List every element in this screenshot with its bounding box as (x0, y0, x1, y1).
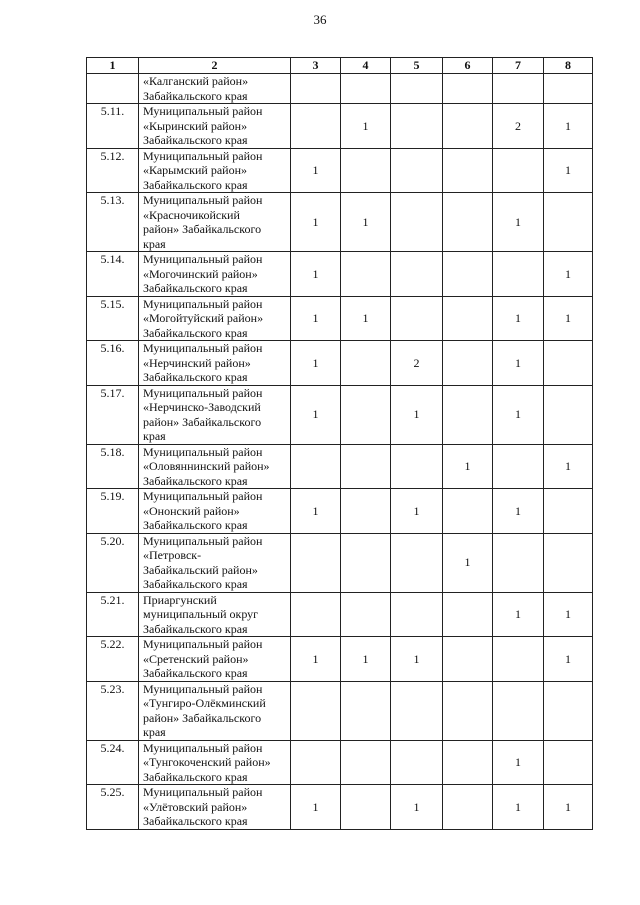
district-name (139, 341, 291, 386)
district-name-line: Забайкальского края (143, 281, 248, 295)
value-cell (341, 252, 391, 297)
value-cell (443, 785, 493, 830)
district-name-line: «Кыринский район» (143, 118, 248, 133)
row-number: 5.20. (87, 533, 139, 592)
value-cell: 1 (493, 193, 544, 252)
district-name-line: Муниципальный район (143, 785, 263, 799)
value-cell: 1 (341, 296, 391, 341)
value-cell (391, 592, 443, 637)
value-cell (391, 104, 443, 149)
district-name-line: Муниципальный район (143, 252, 263, 266)
value-cell: 1 (291, 296, 341, 341)
value-cell (341, 740, 391, 785)
value-cell: 1 (544, 637, 593, 682)
district-name-line: «Нерчинско-Заводский (143, 400, 261, 414)
district-name-line: Муниципальный район (143, 681, 263, 696)
column-header: 8 (544, 58, 593, 74)
row-number: 5.14. (87, 252, 139, 297)
district-name-line: Забайкальского края (143, 814, 248, 828)
value-cell (493, 74, 544, 104)
value-cell (493, 637, 544, 682)
value-cell (493, 681, 544, 740)
district-name-line: район» Забайкальского (143, 710, 262, 725)
table-row (87, 104, 593, 149)
district-name-line: «Тунгокоченский район» (143, 755, 271, 769)
value-cell (391, 296, 443, 341)
value-cell (291, 444, 341, 489)
table-row (87, 444, 593, 489)
district-name-line: «Тунгиро-Олёкминский (143, 696, 266, 710)
table-row (87, 489, 593, 534)
district-name-line: «Ононский район» (143, 503, 240, 518)
value-cell: 1 (443, 444, 493, 489)
value-cell (443, 341, 493, 386)
district-name (139, 637, 291, 682)
district-name (139, 785, 291, 830)
value-cell: 1 (341, 193, 391, 252)
district-name-line: район» Забайкальского (143, 222, 262, 236)
value-cell (291, 104, 341, 149)
district-name-line: Муниципальный район (143, 148, 263, 163)
district-name (139, 740, 291, 785)
value-cell: 1 (391, 637, 443, 682)
value-cell: 1 (493, 385, 544, 444)
value-cell: 1 (291, 489, 341, 534)
district-name-line: Забайкальский район» (143, 562, 258, 577)
row-number: 5.13. (87, 193, 139, 252)
district-name-line: район» Забайкальского (143, 414, 262, 429)
value-cell (341, 341, 391, 386)
value-cell: 1 (544, 252, 593, 297)
district-name-line: «Улётовский район» (143, 799, 248, 814)
table-row (87, 533, 593, 592)
value-cell (443, 104, 493, 149)
row-number: 5.23. (87, 681, 139, 740)
value-cell (291, 681, 341, 740)
district-name-line: Забайкальского края (143, 666, 248, 680)
value-cell: 1 (291, 341, 341, 386)
value-cell: 1 (341, 104, 391, 149)
value-cell: 2 (391, 341, 443, 386)
district-name-line: Приаргунский (143, 592, 217, 607)
district-name-line: муниципальный округ (143, 607, 259, 621)
row-number: 5.12. (87, 148, 139, 193)
data-table (86, 57, 593, 830)
column-header: 2 (139, 58, 291, 74)
table-row (87, 148, 593, 193)
district-name-line: края (143, 725, 166, 739)
value-cell: 1 (291, 785, 341, 830)
row-number: 5.17. (87, 385, 139, 444)
table-row (87, 252, 593, 297)
value-cell: 1 (291, 385, 341, 444)
value-cell (443, 252, 493, 297)
value-cell: 1 (291, 193, 341, 252)
value-cell (291, 592, 341, 637)
value-cell (443, 385, 493, 444)
district-name-line: Забайкальского края (143, 577, 248, 591)
row-number: 5.25. (87, 785, 139, 830)
district-name-line: Муниципальный район (143, 341, 263, 355)
district-name-line: «Калганский район» (143, 74, 249, 88)
row-number: 5.19. (87, 489, 139, 534)
value-cell: 1 (391, 785, 443, 830)
district-name (139, 193, 291, 252)
district-name-line: Муниципальный район (143, 533, 263, 548)
value-cell: 2 (493, 104, 544, 149)
value-cell: 1 (544, 444, 593, 489)
value-cell (341, 592, 391, 637)
value-cell (341, 148, 391, 193)
district-name (139, 592, 291, 637)
district-name-line: «Карымский район» (143, 163, 247, 177)
value-cell (544, 533, 593, 592)
district-name (139, 444, 291, 489)
value-cell: 1 (544, 785, 593, 830)
table-body (87, 74, 593, 830)
value-cell (493, 252, 544, 297)
value-cell: 1 (391, 489, 443, 534)
value-cell (341, 74, 391, 104)
value-cell (391, 148, 443, 193)
row-number: 5.21. (87, 592, 139, 637)
value-cell: 1 (544, 148, 593, 193)
district-name-line: «Красночикойский (143, 207, 240, 222)
row-number: 5.18. (87, 444, 139, 489)
value-cell (391, 74, 443, 104)
value-cell: 1 (291, 148, 341, 193)
district-name-line: Забайкальского края (143, 88, 248, 103)
value-cell (544, 193, 593, 252)
header-row (87, 58, 593, 74)
district-name (139, 296, 291, 341)
row-number: 5.15. (87, 296, 139, 341)
table-row (87, 785, 593, 830)
column-header: 6 (443, 58, 493, 74)
column-header: 3 (291, 58, 341, 74)
value-cell (443, 637, 493, 682)
district-name (139, 252, 291, 297)
value-cell: 1 (544, 296, 593, 341)
row-number: 5.11. (87, 104, 139, 149)
district-name-line: Забайкальского края (143, 621, 248, 636)
value-cell (291, 74, 341, 104)
value-cell: 1 (544, 104, 593, 149)
value-cell (544, 740, 593, 785)
row-number (87, 74, 139, 104)
value-cell: 1 (341, 637, 391, 682)
value-cell (391, 533, 443, 592)
row-number: 5.16. (87, 341, 139, 386)
district-name-line: Муниципальный район (143, 637, 263, 651)
value-cell (443, 193, 493, 252)
value-cell (391, 740, 443, 785)
district-name-line: «Могойтуйский район» (143, 311, 264, 325)
district-name-line: Муниципальный район (143, 740, 263, 755)
district-name-line: Муниципальный район (143, 104, 263, 118)
district-name-line: Муниципальный район (143, 385, 263, 400)
district-name-line: Муниципальный район (143, 444, 263, 459)
table-row (87, 681, 593, 740)
value-cell (544, 341, 593, 386)
value-cell (291, 533, 341, 592)
value-cell: 1 (291, 252, 341, 297)
value-cell (443, 489, 493, 534)
district-name (139, 489, 291, 534)
value-cell (544, 681, 593, 740)
district-name-line: «Могочинский район» (143, 266, 258, 281)
district-name-line: Забайкальского края (143, 769, 248, 784)
value-cell (391, 681, 443, 740)
district-name (139, 104, 291, 149)
district-name-line: «Нерчинский район» (143, 355, 251, 370)
value-cell: 1 (493, 296, 544, 341)
value-cell (341, 444, 391, 489)
value-cell: 1 (391, 385, 443, 444)
column-header: 1 (87, 58, 139, 74)
district-name-line: «Оловяннинский район» (143, 459, 270, 473)
value-cell (544, 489, 593, 534)
value-cell (544, 385, 593, 444)
value-cell: 1 (493, 592, 544, 637)
table-row (87, 193, 593, 252)
district-name-line: Муниципальный район (143, 489, 263, 503)
column-header: 7 (493, 58, 544, 74)
row-number: 5.24. (87, 740, 139, 785)
value-cell: 1 (544, 592, 593, 637)
row-number: 5.22. (87, 637, 139, 682)
district-name-line: Забайкальского края (143, 325, 248, 340)
district-name-line: Забайкальского края (143, 177, 248, 192)
district-name-line: Забайкальского края (143, 518, 248, 532)
value-cell (341, 385, 391, 444)
table-row (87, 740, 593, 785)
value-cell (443, 592, 493, 637)
value-cell (443, 148, 493, 193)
value-cell (291, 740, 341, 785)
district-name (139, 681, 291, 740)
value-cell (391, 193, 443, 252)
table-row (87, 296, 593, 341)
value-cell (341, 785, 391, 830)
column-header: 4 (341, 58, 391, 74)
district-name-line: Муниципальный район (143, 296, 263, 311)
district-name-line: Муниципальный район (143, 193, 263, 207)
district-name-line: края (143, 236, 166, 251)
value-cell: 1 (291, 637, 341, 682)
table-row (87, 592, 593, 637)
value-cell (391, 252, 443, 297)
table-row (87, 341, 593, 386)
district-name (139, 533, 291, 592)
district-name (139, 385, 291, 444)
district-name-line: Забайкальского края (143, 473, 248, 488)
value-cell: 1 (493, 740, 544, 785)
table-row (87, 637, 593, 682)
district-name-line: «Сретенский район» (143, 651, 249, 666)
value-cell (341, 533, 391, 592)
district-name-line: Забайкальского края (143, 133, 248, 147)
page-number: 36 (313, 12, 327, 27)
district-name-line: края (143, 429, 166, 443)
column-header: 5 (391, 58, 443, 74)
table-row (87, 385, 593, 444)
value-cell: 1 (493, 341, 544, 386)
value-cell (493, 444, 544, 489)
value-cell (341, 489, 391, 534)
district-name-line: «Петровск- (143, 548, 202, 562)
value-cell (493, 148, 544, 193)
value-cell: 1 (493, 785, 544, 830)
district-name-line: Забайкальского края (143, 370, 248, 384)
value-cell (341, 681, 391, 740)
value-cell (443, 296, 493, 341)
value-cell (391, 444, 443, 489)
value-cell (493, 533, 544, 592)
table-row (87, 74, 593, 104)
value-cell (443, 681, 493, 740)
value-cell (443, 74, 493, 104)
value-cell: 1 (443, 533, 493, 592)
district-name (139, 74, 291, 104)
value-cell (443, 740, 493, 785)
value-cell (544, 74, 593, 104)
district-name (139, 148, 291, 193)
value-cell: 1 (493, 489, 544, 534)
